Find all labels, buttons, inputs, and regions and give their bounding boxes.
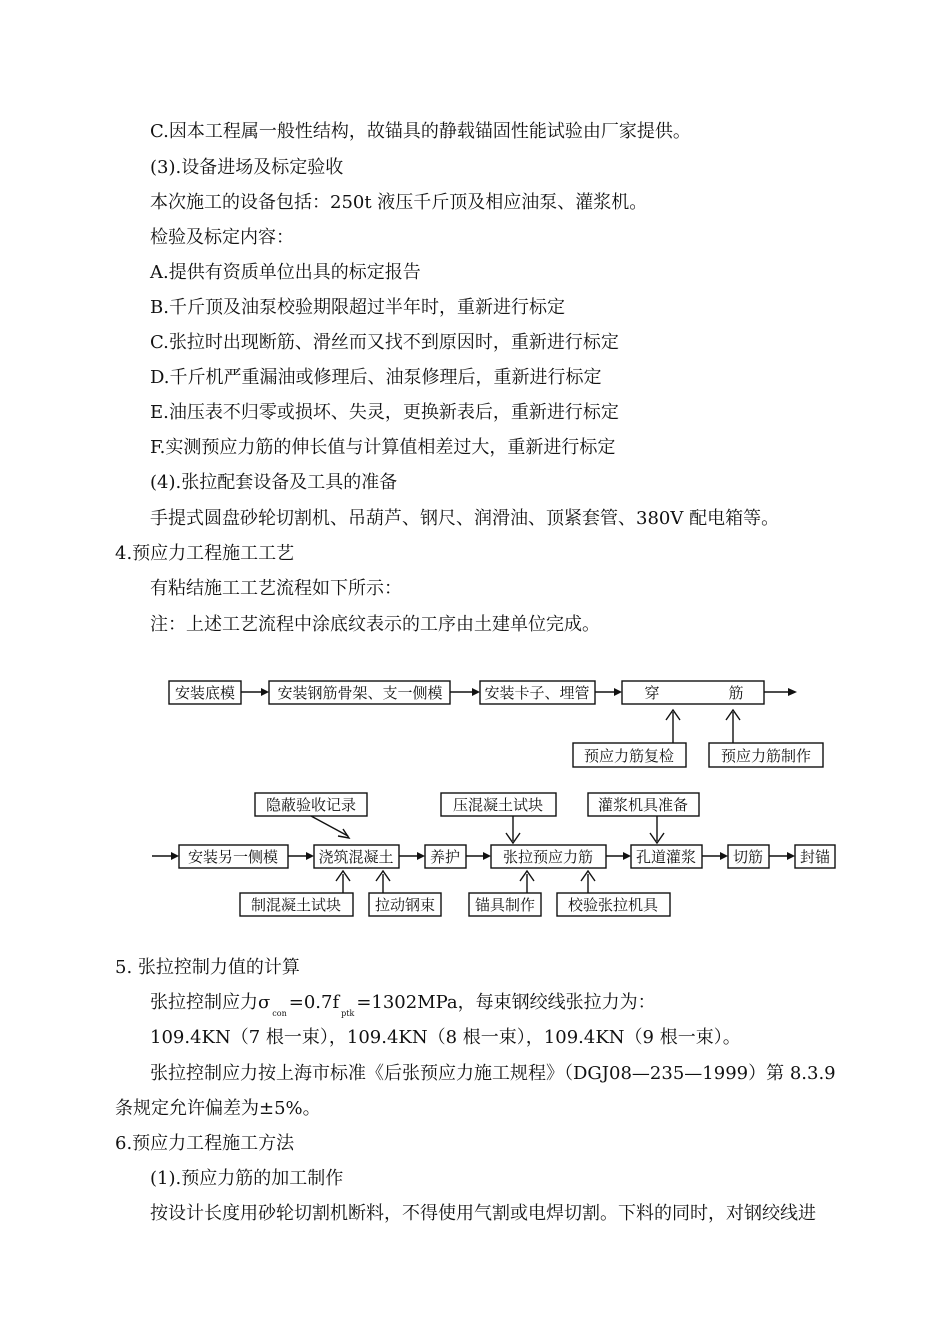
svg-text:锚具制作: 锚具制作 [474,896,536,914]
svg-text:拉动钢束: 拉动钢束 [374,896,436,914]
flow-input-concealed-acceptance [255,793,367,838]
flow-input-tendon-recheck [573,710,686,767]
flow-arrow-r1-3 [595,688,622,696]
svg-text:灌浆机具准备: 灌浆机具准备 [597,796,689,814]
svg-text:校验张拉机具: 校验张拉机具 [567,896,659,914]
flow-box-install-other-form [179,845,288,868]
flow-arrow-r2-4 [606,852,631,860]
flow-arrow-r1-2 [450,688,480,696]
flow-box-install-bottom-form [169,681,241,704]
subheading-tendon-fabrication: (1).预应力筋的加工制作 [150,1168,344,1189]
paragraph-control-stress: 张拉控制应力$\sigma_{con}=0.7f_{ptk}=1302MPa$，每束钢绞线张拉力为： [150,992,656,1018]
flow-box-seal-anchors [795,845,835,868]
paragraph-flow-intro: 有粘结施工工艺流程如下所示： [150,578,402,599]
heading-section-6: 6.预应力工程施工方法 [115,1133,295,1154]
flow-arrow-r2-6 [769,852,795,860]
svg-text:孔道灌浆: 孔道灌浆 [635,848,697,866]
svg-text:安装另一侧模: 安装另一侧模 [187,848,279,866]
flow-input-calibrate-jacks [557,871,670,916]
svg-text:养护: 养护 [429,848,461,866]
list-item-a: A.提供有资质单位出具的标定报告 [150,262,421,283]
svg-text:浇筑混凝土: 浇筑混凝土 [318,848,394,866]
svg-text:预应力筋制作: 预应力筋制作 [720,747,812,765]
flow-arrow-r2-5 [702,852,728,860]
svg-text:安装底模: 安装底模 [174,684,236,702]
list-item-c: C.张拉时出现断筋、滑丝而又找不到原因时，重新进行标定 [150,332,619,353]
flow-input-make-concrete-specimen [240,871,353,916]
paragraph-tools-list: 手提式圆盘砂轮切割机、吊葫芦、钢尺、润滑油、顶紧套管、380V 配电箱等。 [150,508,780,529]
flow-box-tensioning [491,845,606,868]
paragraph-anchor-test: C.因本工程属一般性结构，故锚具的静载锚固性能试验由厂家提供。 [150,121,691,142]
subheading-tools: (4).张拉配套设备及工具的准备 [150,472,398,493]
svg-text:安装卡子、埋管: 安装卡子、埋管 [484,684,590,702]
list-item-f: F.实测预应力筋的伸长值与计算值相差过大，重新进行标定 [150,437,616,458]
heading-section-5: 5. 张拉控制力值的计算 [115,957,300,978]
svg-text:封锚: 封锚 [799,848,831,866]
flow-arrow-r1-out [764,688,797,696]
flow-arrow-r2-in [152,852,179,860]
svg-text:压混凝土试块: 压混凝土试块 [452,796,544,814]
flow-box-install-rebar-frame [269,681,450,704]
flow-box-duct-grouting [631,845,702,868]
paragraph-standard-ref-cont: 条规定允许偏差为±5%。 [115,1098,321,1119]
paragraph-standard-ref: 张拉控制应力按上海市标准《后张预应力施工规程》（DGJ08—235—1999）第 8.3.9 [150,1063,836,1084]
paragraph-equipment-list: 本次施工的设备包括：250t 液压千斤顶及相应油泵、灌浆机。 [150,192,648,213]
flow-input-tendon-fabrication [709,710,823,767]
flow-arrow-r1-1 [241,688,269,696]
paragraph-tendon-cutting: 按设计长度用砂轮切割机断料，不得使用气割或电焊切割。下料的同时，对钢绞线进 [150,1203,816,1224]
flow-box-thread-tendons [622,681,764,704]
flow-input-concrete-specimen-test [441,793,556,843]
list-item-d: D.千斤机严重漏油或修理后、油泵修理后，重新进行标定 [150,367,602,388]
svg-text:穿: 穿 [644,684,660,702]
svg-text:预应力筋复检: 预应力筋复检 [583,747,675,765]
svg-text:安装钢筋骨架、支一侧模: 安装钢筋骨架、支一侧模 [277,684,443,702]
subheading-equipment-calibration: (3).设备进场及标定验收 [150,157,344,178]
flow-arrow-r2-1 [288,852,314,860]
flow-input-grouting-equipment [588,793,699,843]
paragraph-tension-forces: 109.4KN（7 根一束），109.4KN（8 根一束），109.4KN（9 根一束）。 [150,1027,741,1048]
svg-text:切筋: 切筋 [732,848,764,866]
svg-text:筋: 筋 [728,684,744,702]
flow-input-anchor-fabrication [469,871,541,916]
heading-section-4: 4.预应力工程施工工艺 [115,543,295,564]
flow-box-cut-tendons [728,845,769,868]
flow-input-pull-strands [369,871,441,916]
flow-box-curing [425,845,466,868]
svg-text:张拉预应力筋: 张拉预应力筋 [502,848,594,866]
flow-arrow-r2-3 [466,852,491,860]
flow-box-install-clips-ducts [480,681,595,704]
flow-box-pour-concrete [314,845,399,868]
paragraph-inspection-title: 检验及标定内容： [150,227,294,248]
list-item-e: E.油压表不归零或损坏、失灵，更换新表后，重新进行标定 [150,402,619,423]
svg-text:制混凝土试块: 制混凝土试块 [250,896,342,914]
list-item-b: B.千斤顶及油泵校验期限超过半年时，重新进行标定 [150,297,565,318]
paragraph-flow-note: 注：上述工艺流程中涂底纹表示的工序由土建单位完成。 [150,614,600,635]
svg-text:隐蔽验收记录: 隐蔽验收记录 [265,796,357,814]
flow-arrow-r2-2 [399,852,425,860]
